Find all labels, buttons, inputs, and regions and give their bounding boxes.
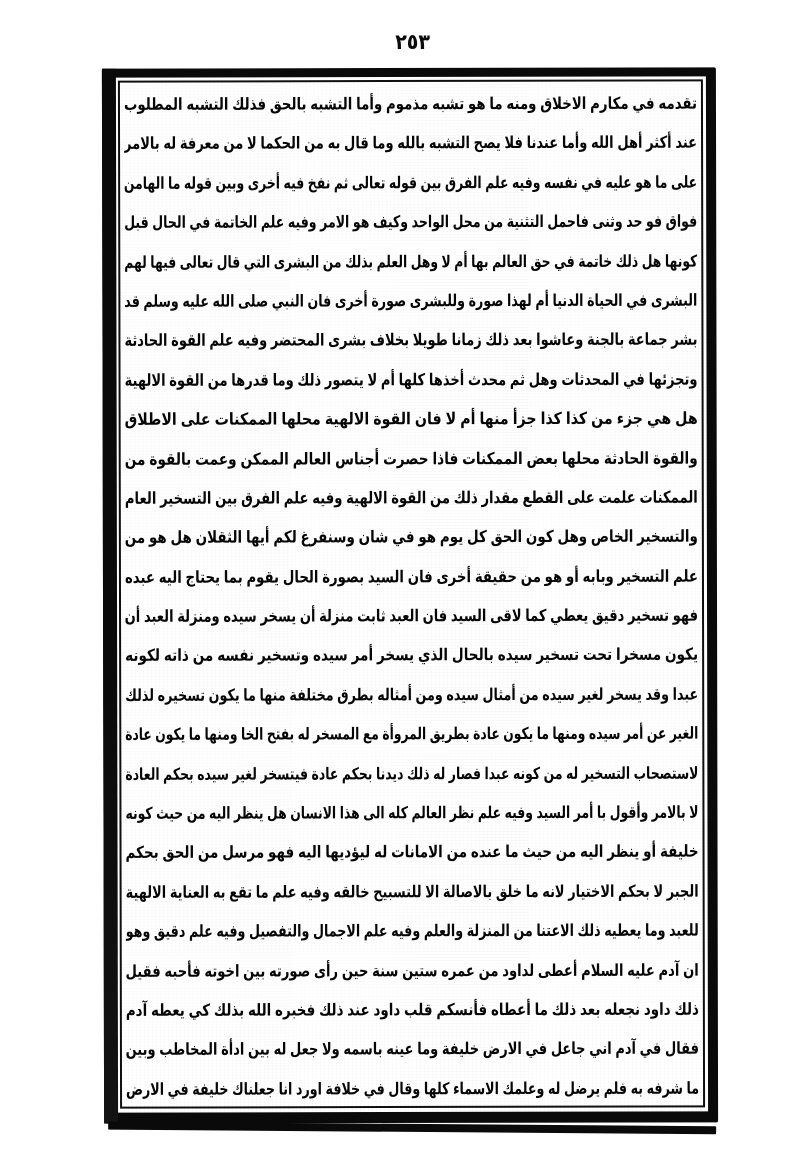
text-line-content: كونها هل ذلك خاتمة في حق العالم بها أم لا وهل العلم بذلك من البشرى التي قال تعالى فيها لهم	[124, 251, 698, 272]
text-line-content: خليفة أو ينظر اليه من حيث ما عنده من الامانات له ليؤديها اليه فهو مرسل من الحق بحكم	[125, 842, 699, 863]
text-line	[125, 517, 698, 560]
text-line-content: فهو تسخير دقيق يعطي كما لاقى السيد فان العبد ثابت منزلة أن يسخر سيده ومنزلة العبد أن	[125, 605, 699, 627]
text-line	[124, 241, 697, 284]
text-line	[124, 84, 697, 126]
text-line-content: الغير عن أمر سيده ومنها ما يكون عادة بطريق المروأة مع المسخر له بفتح الخا ومنها ما يكون عادة	[125, 724, 699, 745]
text-line-content: بشر جماعة بالجنة وعاشوا بعد ذلك زمانا طويلا بخلاف بشرى المحتضر وفيه علم القوة الحادثة	[124, 330, 698, 351]
text-line	[125, 477, 698, 520]
text-line	[126, 871, 699, 914]
text-line-content: الممكنات علمت على القطع مقدار ذلك من القوة الالهية وفيه علم الفرق بين التسخير العام	[124, 487, 698, 509]
text-line	[124, 280, 697, 323]
text-line-content: لا بالامر وأقول با أمر السيد وفيه علم نظر العالم كله الى هذا الانسان هل ينظر اليه من حيث كونه	[125, 802, 699, 824]
text-line-content: علم التسخير وبابه أو هو من حقيقة أخرى فان السيد بصورة الحال يقوم بما يحتاج اليه عبده	[124, 566, 698, 587]
text-line-content: عبدا وقد يسخر لغير سيده من أمثال سيده ومن أمثاله بطرق مختلفة منها ما يكون تسخيره لذلك	[125, 684, 699, 705]
text-line-content: فقال في آدم اني جاعل في الارض خليفة وما عينه باسمه ولا جعل له بين ادأة المخاطب وبين	[125, 1039, 699, 1060]
text-line-content: ما شرفه به فلم يرضل له وعلمك الاسماء كلها وقال في خلافة اورد انا جعلناك خليفة في الارض	[125, 1078, 700, 1099]
text-line	[125, 359, 698, 402]
frame-bottom-wedge	[108, 1122, 716, 1135]
text-line-content: والتسخير الخاص وهل كون الحق كل يوم هو في شان وسنفرغ لكم أيها الثقلان هل هو من	[124, 527, 698, 548]
text-line-content: ان آدم عليه السلام أعطى لداود من عمره ستين سنة حين رأى صورته بين اخوته فأحبه فقيل	[125, 960, 699, 981]
text-line	[125, 635, 698, 678]
text-line	[125, 595, 698, 638]
text-line	[125, 832, 698, 875]
arabic-text-body	[124, 84, 699, 1103]
text-line	[124, 162, 697, 205]
text-line-content: تقدمه في مكارم الاخلاق ومنه ما هو تشبه مذموم وأما التشبه بالحق فذلك التشبه المطلوب	[123, 93, 697, 115]
text-line	[124, 201, 697, 244]
text-line-content: عند أكثر أهل الله وأما عندنا فلا يصح التشبه بالله وما قال به من الحكما لا من معرفة له بالامر	[124, 133, 698, 154]
text-line-content: ذلك داود نجعله بعد ذلك ما أعطاه فأنسكم قلب داود عند ذلك فخبره الله بذلك كي يعطه آدم	[125, 999, 699, 1021]
text-line-content: لاستصحاب التسخير له من كونه عبدا فصار له ذلك ديدنا بحكم عادة فيتسخر لغير سيده بحكم العادة	[125, 763, 699, 784]
text-line	[126, 910, 699, 953]
text-line	[125, 792, 698, 835]
text-line-content: على ما هو عليه في نفسه وفيه علم الفرق بين قوله تعالى ثم نفخ فيه أخرى وبين قوله ما الهامن	[124, 172, 698, 193]
text-line-content: يكون مسخرا تحت تسخير سيده بالحال الذي يسخر أمر سيده وتسخير نفسه من ذاته لكونه	[125, 645, 699, 666]
text-line	[124, 320, 697, 363]
text-line	[124, 123, 697, 166]
text-line-content: الجبر لا بحكم الاختيار لانه ما خلق بالاصالة الا للتسبيح خالقه وفيه علم ما تقع به العناية الالهية	[125, 881, 699, 902]
text-block-frame	[102, 67, 718, 1123]
text-line-content: للعبد وما يعطيه ذلك الاعتنا من المنزلة والعلم وفيه علم الاجمال والتفصيل وفيه علم دقيق وهو	[125, 921, 699, 942]
text-line	[125, 556, 698, 599]
text-line-content: وتجزئها في المحدثات وهل ثم محدث أخذها كلها أم لا يتصور ذلك وما قدرها من القوة الالهية	[124, 369, 698, 390]
frame-gutter-band	[102, 69, 118, 1124]
text-line	[126, 950, 699, 993]
text-line	[126, 989, 699, 1032]
text-line	[126, 1029, 699, 1072]
folio-number: ٢٥٣	[395, 30, 430, 55]
text-line	[125, 713, 698, 756]
text-line	[125, 674, 698, 717]
text-line	[126, 1068, 699, 1104]
text-line-content: هل هي جزء من كذا كذا جزأ منها أم لا فان القوة الالهية محلها الممكنات على الاطلاق	[124, 408, 698, 430]
text-line	[125, 398, 698, 441]
text-line-content: والقوة الحادثة محلها بعض الممكنات فاذا حصرت أجناس العالم الممكن وعمت بالقوة من	[124, 448, 698, 469]
text-line-content: فواق فو حد وثنى فاحمل التثنية من محل الواحد وكيف هو الامر وفيه علم الخاتمة في الحال قبل	[124, 211, 698, 233]
text-line	[125, 753, 698, 796]
text-line	[125, 438, 698, 481]
text-line-content: البشرى في الحياة الدنيا أم لهذا صورة وللبشرى صورة أخرى فان النبي صلى الله عليه وسلم قد	[124, 290, 698, 312]
